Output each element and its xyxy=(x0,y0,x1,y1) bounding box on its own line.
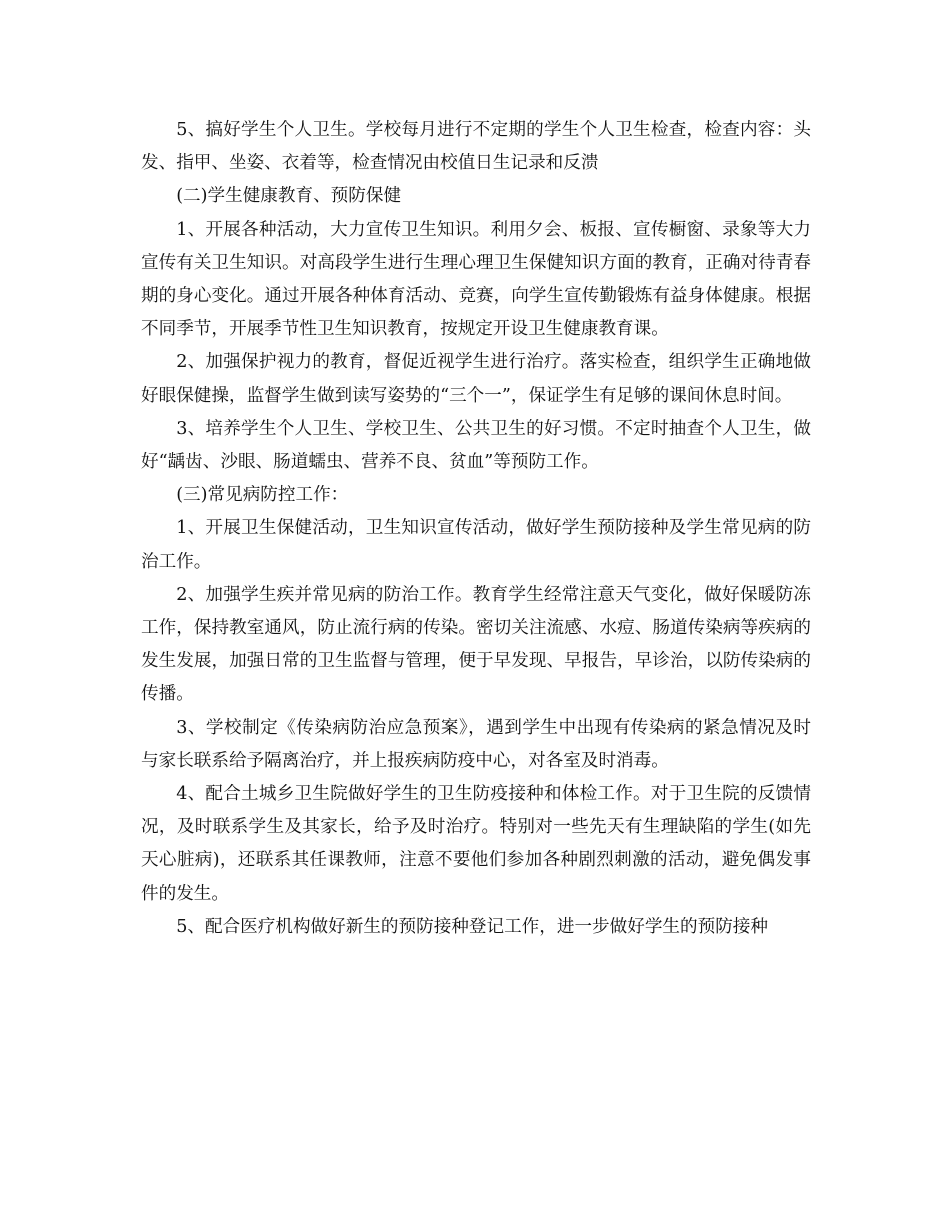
document-body xyxy=(141,114,811,944)
paragraph-vaccination-checkup: 4、配合土城乡卫生院做好学生的卫生防疫接种和体检工作。对于卫生院的反馈情况，及时联系学生及其家长，给予及时治疗。特别对一些先天有生理缺陷的学生(如先天心脏病)，还联系其任课教师，注意不要他们参加各种剧烈刺激的活动，避免偶发事件的发生。 xyxy=(141,784,811,904)
section-heading-disease-control: (三)常见病防控工作： xyxy=(176,485,349,506)
paragraph-vision-protection: 2、加强保护视力的教育，督促近视学生进行治疗。落实检查，组织学生正确地做好眼保健操，监督学生做到读写姿势的“三个一”，保证学生有足够的课间休息时间。 xyxy=(141,352,811,406)
paragraph-new-student-vaccination: 5、配合医疗机构做好新生的预防接种登记工作，进一步做好学生的预防接种 xyxy=(176,916,768,937)
paragraph-common-disease-prevention: 2、加强学生疾并常见病的防治工作。教育学生经常注意天气变化，做好保暖防冻工作，保持教室通风，防止流行病的传染。密切关注流感、水痘、肠道传染病等疾病的发生发展，加强日常的卫生监督与管理，便于早发现、早报告，早诊治，以防传染病的传播。 xyxy=(141,584,811,705)
paragraph-hygiene-habits: 3、培养学生个人卫生、学校卫生、公共卫生的好习惯。不定时抽查个人卫生，做好“龋齿、沙眼、肠道蠕虫、营养不良、贫血”等预防工作。 xyxy=(141,418,811,473)
paragraph-health-activities: 1、开展卫生保健活动，卫生知识宣传活动，做好学生预防接种及学生常见病的防治工作。 xyxy=(141,518,811,572)
paragraph-personal-hygiene-check: 5、搞好学生个人卫生。学校每月进行不定期的学生个人卫生检查，检查内容：头发、指甲、坐姿、衣着等，检查情况由校值日生记录和反溃 xyxy=(141,120,811,174)
paragraph-hygiene-knowledge: 1、开展各种活动，大力宣传卫生知识。利用夕会、板报、宣传橱窗、录象等大力宣传有关卫生知识。对高段学生进行生理心理卫生保健知识方面的教育，正确对待青春期的身心变化。通过开展各种体育活动、竞赛，向学生宣传勤锻炼有益身体健康。根据不同季节，开展季节性卫生知识教育，按规定开设卫生健康教育课。 xyxy=(141,219,811,340)
section-heading-health-education: (二)学生健康教育、预防保健 xyxy=(176,186,402,207)
paragraph-emergency-plan: 3、学校制定《传染病防治应急预案》，遇到学生中出现有传染病的紧急情况及时与家长联系给予隔离治疗，并上报疾病防疫中心，对各室及时消毒。 xyxy=(141,717,811,771)
